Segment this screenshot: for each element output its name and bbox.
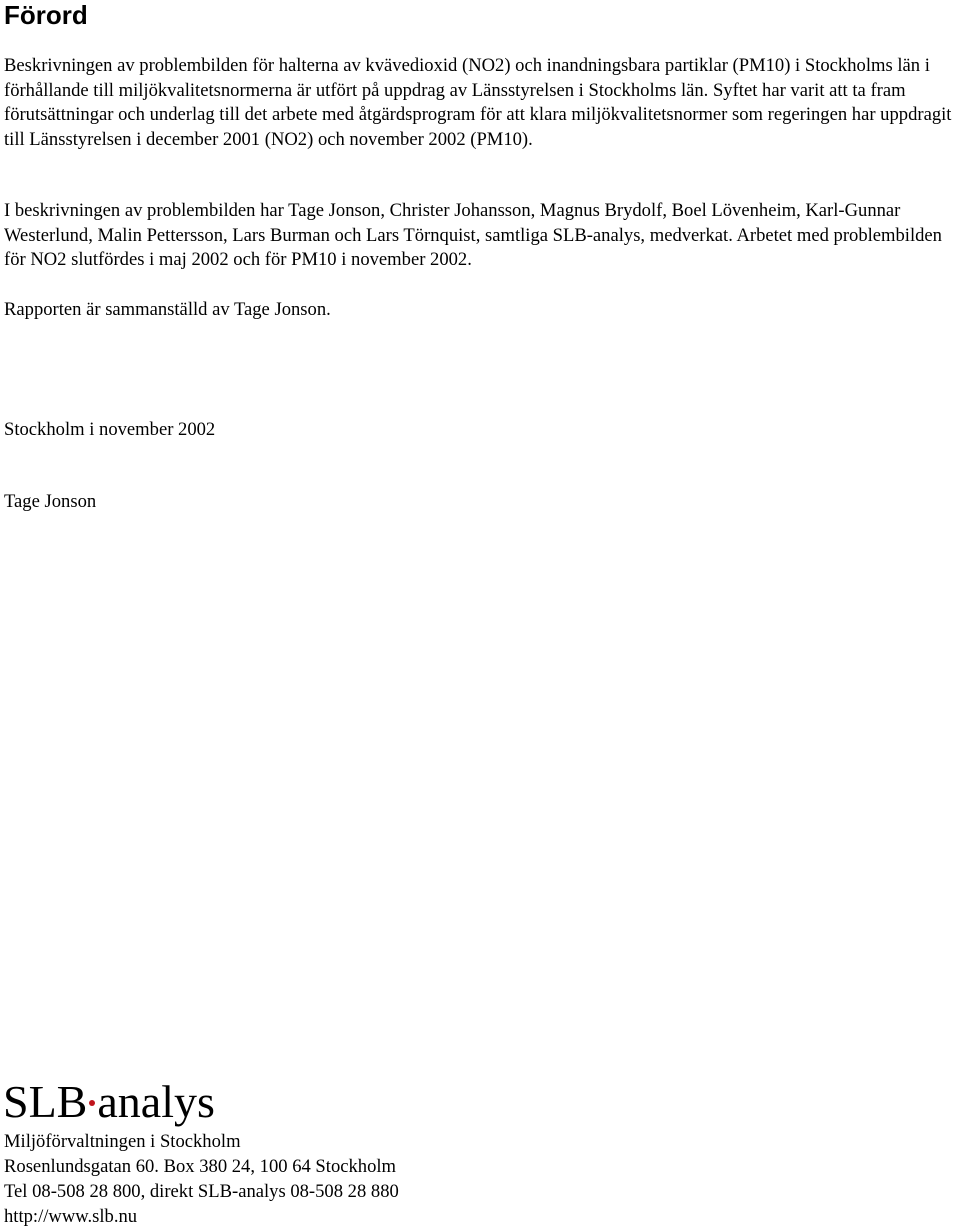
paragraph-intro: Beskrivningen av problembilden för halterna av kvävedioxid (NO2) och inandningsbara partiklar (PM10) i Stockholms län i förhållande till miljökvalitetsnormerna är utfört på uppdrag av Länsstyrelsen i Stockholms län. Syftet har varit att ta fram förutsättningar och underlag till det arbete med åtgärdsprogram för att klara miljökvalitetsnormer som regeringen har uppdragit till Länsstyrelsen i december 2001 (NO2) och november 2002 (PM10). — [4, 55, 952, 150]
contact-block — [4, 1129, 399, 1229]
signature-name: Tage Jonson — [4, 491, 97, 512]
paragraph-compiled-by: Rapporten är sammanställd av Tage Jonson. — [4, 299, 331, 320]
contact-org: Miljöförvaltningen i Stockholm — [4, 1131, 241, 1152]
place-date: Stockholm i november 2002 — [4, 419, 216, 440]
contact-address: Rosenlundsgatan 60. Box 380 24, 100 64 Stockholm — [4, 1156, 397, 1177]
logo-text-slb: SLB — [3, 1076, 88, 1127]
contact-web-link[interactable]: http://www.slb.nu — [4, 1206, 138, 1227]
logo-dot-icon — [89, 1100, 95, 1106]
page-title: Förord — [4, 0, 88, 30]
contact-phone: Tel 08-508 28 800, direkt SLB-analys 08-508 28 880 — [4, 1181, 399, 1202]
paragraph-contributors: I beskrivningen av problembilden har Tage Jonson, Christer Johansson, Magnus Brydolf, Boel Lövenheim, Karl-Gunnar Westerlund, Malin Pettersson, Lars Burman och Lars Törnquist, samtliga SLB-analys, medverkat. Arbetet med problembilden för NO2 slutfördes i maj 2002 och för PM10 i november 2002. — [4, 200, 942, 270]
slb-analys-logo — [3, 1074, 215, 1130]
logo-text-analys: analys — [97, 1076, 215, 1127]
